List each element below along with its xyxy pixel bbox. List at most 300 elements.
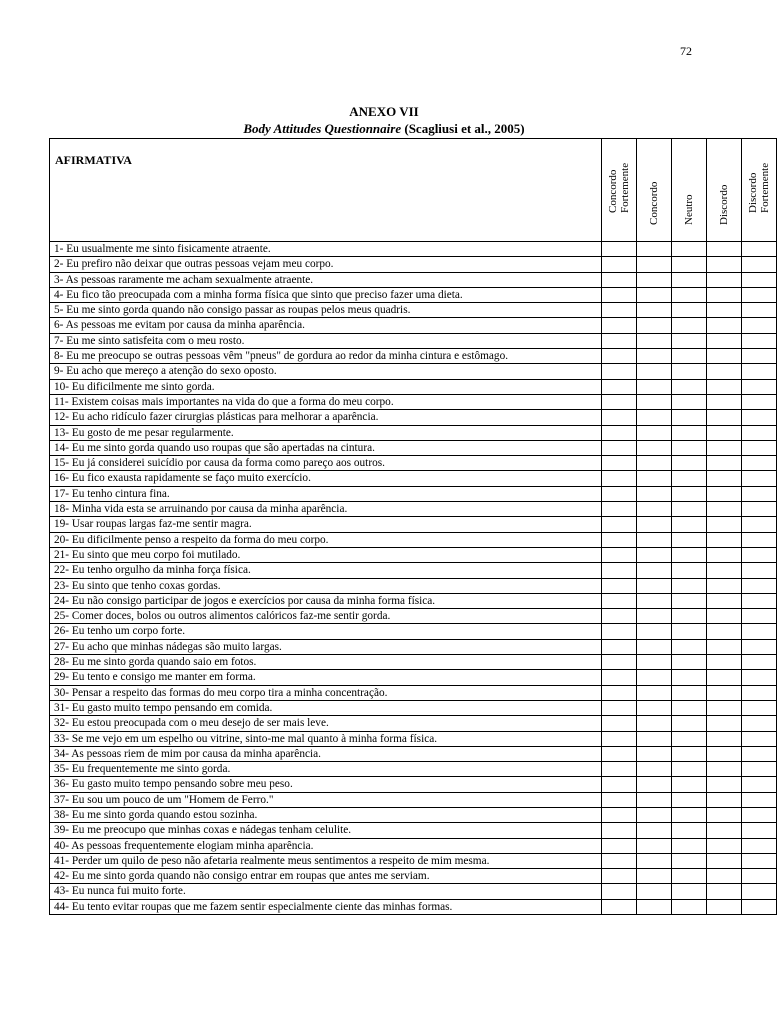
answer-cell-concordo[interactable] <box>637 318 672 333</box>
table-row <box>50 884 777 899</box>
answer-cell-concordo-fortemente[interactable] <box>602 394 637 409</box>
answer-cell-neutro[interactable] <box>672 869 707 884</box>
answer-cell-discordo-fortemente[interactable] <box>742 792 777 807</box>
table-row <box>50 364 777 379</box>
answer-cell-neutro[interactable] <box>672 807 707 822</box>
answer-cell-discordo-fortemente[interactable] <box>742 700 777 715</box>
table-row <box>50 272 777 287</box>
table-row <box>50 471 777 486</box>
answer-cell-discordo-fortemente[interactable] <box>742 593 777 608</box>
answer-cell-discordo-fortemente[interactable] <box>742 762 777 777</box>
answer-cell-concordo[interactable] <box>637 639 672 654</box>
statement-text: 25- Comer doces, bolos ou outros alimentos calóricos faz-me sentir gorda. <box>50 609 602 624</box>
answer-cell-discordo[interactable] <box>707 547 742 562</box>
answer-cell-discordo[interactable] <box>707 624 742 639</box>
answer-cell-concordo[interactable] <box>637 869 672 884</box>
answer-cell-concordo[interactable] <box>637 609 672 624</box>
answer-cell-concordo[interactable] <box>637 823 672 838</box>
answer-cell-discordo[interactable] <box>707 532 742 547</box>
statement-text: 41- Perder um quilo de peso não afetaria realmente meus sentimentos a respeito de mim mesma. <box>50 853 602 868</box>
answer-cell-neutro[interactable] <box>672 609 707 624</box>
statement-text: 6- As pessoas me evitam por causa da minha aparência. <box>50 318 602 333</box>
answer-cell-discordo-fortemente[interactable] <box>742 303 777 318</box>
answer-cell-discordo[interactable] <box>707 838 742 853</box>
table-row <box>50 609 777 624</box>
table-row <box>50 440 777 455</box>
answer-cell-concordo-fortemente[interactable] <box>602 517 637 532</box>
answer-cell-discordo-fortemente[interactable] <box>742 639 777 654</box>
answer-cell-concordo[interactable] <box>637 547 672 562</box>
answer-cell-neutro[interactable] <box>672 670 707 685</box>
answer-cell-concordo[interactable] <box>637 242 672 257</box>
answer-cell-concordo[interactable] <box>637 578 672 593</box>
questionnaire-citation: (Scagliusi et al., 2005) <box>401 121 525 136</box>
answer-cell-discordo-fortemente[interactable] <box>742 670 777 685</box>
answer-cell-concordo[interactable] <box>637 303 672 318</box>
table-row <box>50 823 777 838</box>
answer-cell-discordo[interactable] <box>707 884 742 899</box>
statement-text: 40- As pessoas frequentemente elogiam minha aparência. <box>50 838 602 853</box>
answer-cell-concordo[interactable] <box>637 425 672 440</box>
table-row <box>50 807 777 822</box>
answer-cell-concordo[interactable] <box>637 624 672 639</box>
answer-cell-neutro[interactable] <box>672 884 707 899</box>
answer-cell-discordo[interactable] <box>707 700 742 715</box>
answer-cell-neutro[interactable] <box>672 532 707 547</box>
table-row <box>50 624 777 639</box>
answer-cell-concordo[interactable] <box>637 655 672 670</box>
answer-cell-neutro[interactable] <box>672 303 707 318</box>
answer-cell-concordo[interactable] <box>637 333 672 348</box>
answer-cell-neutro[interactable] <box>672 731 707 746</box>
statement-text: 11- Existem coisas mais importantes na vida do que a forma do meu corpo. <box>50 394 602 409</box>
answer-cell-neutro[interactable] <box>672 792 707 807</box>
answer-cell-discordo[interactable] <box>707 609 742 624</box>
answer-cell-concordo[interactable] <box>637 394 672 409</box>
answer-cell-concordo-fortemente[interactable] <box>602 716 637 731</box>
answer-cell-neutro[interactable] <box>672 655 707 670</box>
answer-cell-discordo-fortemente[interactable] <box>742 869 777 884</box>
table-row <box>50 394 777 409</box>
answer-cell-discordo[interactable] <box>707 823 742 838</box>
statement-text: 18- Minha vida esta se arruinando por causa da minha aparência. <box>50 502 602 517</box>
table-row <box>50 502 777 517</box>
table-row <box>50 639 777 654</box>
answer-cell-neutro[interactable] <box>672 517 707 532</box>
answer-cell-concordo-fortemente[interactable] <box>602 884 637 899</box>
answer-cell-discordo-fortemente[interactable] <box>742 807 777 822</box>
table-row <box>50 731 777 746</box>
answer-cell-neutro[interactable] <box>672 394 707 409</box>
answer-cell-concordo-fortemente[interactable] <box>602 502 637 517</box>
answer-cell-discordo[interactable] <box>707 517 742 532</box>
answer-cell-discordo[interactable] <box>707 792 742 807</box>
answer-cell-concordo[interactable] <box>637 807 672 822</box>
answer-cell-concordo-fortemente[interactable] <box>602 578 637 593</box>
option-label-line2: Fortemente <box>619 162 631 213</box>
statement-text: 29- Eu tento e consigo me manter em forma. <box>50 670 602 685</box>
answer-cell-concordo-fortemente[interactable] <box>602 303 637 318</box>
questionnaire-name: Body Attitudes Questionnaire <box>243 121 402 136</box>
answer-cell-discordo-fortemente[interactable] <box>742 853 777 868</box>
statement-text: 21- Eu sinto que meu corpo foi mutilado. <box>50 547 602 562</box>
answer-cell-discordo[interactable] <box>707 333 742 348</box>
table-row <box>50 853 777 868</box>
answer-cell-discordo-fortemente[interactable] <box>742 257 777 272</box>
answer-cell-discordo-fortemente[interactable] <box>742 532 777 547</box>
answer-cell-discordo[interactable] <box>707 593 742 608</box>
statement-text: 20- Eu dificilmente penso a respeito da forma do meu corpo. <box>50 532 602 547</box>
statement-text: 22- Eu tenho orgulho da minha força física. <box>50 563 602 578</box>
table-row <box>50 349 777 364</box>
statement-text: 36- Eu gasto muito tempo pensando sobre meu peso. <box>50 777 602 792</box>
answer-cell-discordo-fortemente[interactable] <box>742 486 777 501</box>
answer-cell-neutro[interactable] <box>672 899 707 914</box>
statement-text: 16- Eu fico exausta rapidamente se faço muito exercício. <box>50 471 602 486</box>
answer-cell-concordo[interactable] <box>637 257 672 272</box>
answer-cell-concordo-fortemente[interactable] <box>602 593 637 608</box>
answer-cell-concordo-fortemente[interactable] <box>602 731 637 746</box>
answer-cell-concordo-fortemente[interactable] <box>602 364 637 379</box>
answer-cell-discordo[interactable] <box>707 716 742 731</box>
answer-cell-concordo[interactable] <box>637 349 672 364</box>
answer-cell-concordo-fortemente[interactable] <box>602 257 637 272</box>
answer-cell-discordo[interactable] <box>707 303 742 318</box>
answer-cell-concordo-fortemente[interactable] <box>602 440 637 455</box>
table-header-row <box>50 139 777 242</box>
answer-cell-concordo-fortemente[interactable] <box>602 807 637 822</box>
answer-cell-discordo-fortemente[interactable] <box>742 394 777 409</box>
statement-text: 31- Eu gasto muito tempo pensando em comida. <box>50 700 602 715</box>
answer-cell-discordo-fortemente[interactable] <box>742 777 777 792</box>
answer-cell-discordo[interactable] <box>707 318 742 333</box>
answer-cell-concordo-fortemente[interactable] <box>602 547 637 562</box>
answer-cell-neutro[interactable] <box>672 700 707 715</box>
answer-cell-concordo-fortemente[interactable] <box>602 425 637 440</box>
answer-cell-discordo[interactable] <box>707 746 742 761</box>
answer-cell-neutro[interactable] <box>672 838 707 853</box>
answer-cell-neutro[interactable] <box>672 318 707 333</box>
answer-cell-concordo[interactable] <box>637 532 672 547</box>
answer-cell-concordo-fortemente[interactable] <box>602 486 637 501</box>
answer-cell-concordo[interactable] <box>637 593 672 608</box>
statement-text: 37- Eu sou um pouco de um "Homem de Ferro." <box>50 792 602 807</box>
answer-cell-concordo-fortemente[interactable] <box>602 762 637 777</box>
option-label-line1: Discordo <box>718 184 730 225</box>
statement-text: 33- Se me vejo em um espelho ou vitrine, sinto-me mal quanto à minha forma física. <box>50 731 602 746</box>
statement-text: 35- Eu frequentemente me sinto gorda. <box>50 762 602 777</box>
answer-cell-discordo[interactable] <box>707 777 742 792</box>
answer-cell-neutro[interactable] <box>672 547 707 562</box>
answer-cell-discordo-fortemente[interactable] <box>742 731 777 746</box>
questionnaire-table <box>49 138 777 915</box>
answer-cell-neutro[interactable] <box>672 333 707 348</box>
answer-cell-discordo[interactable] <box>707 410 742 425</box>
table-row <box>50 762 777 777</box>
answer-cell-neutro[interactable] <box>672 563 707 578</box>
answer-cell-discordo[interactable] <box>707 670 742 685</box>
answer-cell-neutro[interactable] <box>672 272 707 287</box>
answer-cell-neutro[interactable] <box>672 257 707 272</box>
table-row <box>50 593 777 608</box>
answer-cell-discordo[interactable] <box>707 578 742 593</box>
answer-cell-concordo[interactable] <box>637 440 672 455</box>
answer-cell-neutro[interactable] <box>672 746 707 761</box>
answer-cell-neutro[interactable] <box>672 379 707 394</box>
answer-cell-concordo-fortemente[interactable] <box>602 456 637 471</box>
statement-text: 30- Pensar a respeito das formas do meu corpo tira a minha concentração. <box>50 685 602 700</box>
option-label-line1: Concordo <box>648 181 660 225</box>
answer-cell-discordo-fortemente[interactable] <box>742 655 777 670</box>
table-row <box>50 746 777 761</box>
answer-cell-discordo-fortemente[interactable] <box>742 471 777 486</box>
table-row <box>50 287 777 302</box>
answer-cell-discordo-fortemente[interactable] <box>742 456 777 471</box>
answer-cell-discordo[interactable] <box>707 486 742 501</box>
answer-cell-concordo-fortemente[interactable] <box>602 272 637 287</box>
answer-cell-discordo-fortemente[interactable] <box>742 823 777 838</box>
table-row <box>50 532 777 547</box>
answer-cell-concordo-fortemente[interactable] <box>602 379 637 394</box>
answer-cell-neutro[interactable] <box>672 486 707 501</box>
answer-cell-concordo-fortemente[interactable] <box>602 349 637 364</box>
answer-cell-discordo[interactable] <box>707 655 742 670</box>
answer-cell-concordo-fortemente[interactable] <box>602 823 637 838</box>
answer-cell-concordo[interactable] <box>637 670 672 685</box>
answer-cell-discordo[interactable] <box>707 471 742 486</box>
answer-cell-discordo-fortemente[interactable] <box>742 440 777 455</box>
answer-cell-discordo-fortemente[interactable] <box>742 425 777 440</box>
answer-cell-concordo[interactable] <box>637 364 672 379</box>
answer-cell-discordo[interactable] <box>707 287 742 302</box>
answer-cell-concordo-fortemente[interactable] <box>602 242 637 257</box>
answer-cell-neutro[interactable] <box>672 471 707 486</box>
statement-text: 8- Eu me preocupo se outras pessoas vêm "pneus" de gordura ao redor da minha cintura e estômago. <box>50 349 602 364</box>
answer-cell-discordo[interactable] <box>707 502 742 517</box>
answer-cell-discordo-fortemente[interactable] <box>742 318 777 333</box>
answer-cell-concordo-fortemente[interactable] <box>602 670 637 685</box>
answer-cell-discordo-fortemente[interactable] <box>742 899 777 914</box>
option-header-concordo-fortemente <box>602 139 637 242</box>
table-row <box>50 869 777 884</box>
statement-text: 3- As pessoas raramente me acham sexualmente atraente. <box>50 272 602 287</box>
answer-cell-neutro[interactable] <box>672 823 707 838</box>
table-row <box>50 379 777 394</box>
answer-cell-concordo[interactable] <box>637 838 672 853</box>
answer-cell-concordo[interactable] <box>637 700 672 715</box>
answer-cell-neutro[interactable] <box>672 624 707 639</box>
answer-cell-concordo-fortemente[interactable] <box>602 639 637 654</box>
answer-cell-concordo[interactable] <box>637 563 672 578</box>
answer-cell-neutro[interactable] <box>672 502 707 517</box>
answer-cell-neutro[interactable] <box>672 440 707 455</box>
answer-cell-concordo[interactable] <box>637 792 672 807</box>
answer-cell-discordo[interactable] <box>707 394 742 409</box>
answer-cell-discordo[interactable] <box>707 807 742 822</box>
answer-cell-discordo-fortemente[interactable] <box>742 349 777 364</box>
answer-cell-discordo-fortemente[interactable] <box>742 517 777 532</box>
answer-cell-neutro[interactable] <box>672 716 707 731</box>
answer-cell-discordo[interactable] <box>707 425 742 440</box>
answer-cell-concordo-fortemente[interactable] <box>602 410 637 425</box>
answer-cell-concordo[interactable] <box>637 502 672 517</box>
answer-cell-concordo-fortemente[interactable] <box>602 624 637 639</box>
answer-cell-concordo-fortemente[interactable] <box>602 563 637 578</box>
answer-cell-concordo[interactable] <box>637 716 672 731</box>
answer-cell-discordo-fortemente[interactable] <box>742 379 777 394</box>
answer-cell-concordo-fortemente[interactable] <box>602 777 637 792</box>
answer-cell-neutro[interactable] <box>672 364 707 379</box>
answer-cell-discordo-fortemente[interactable] <box>742 502 777 517</box>
answer-cell-discordo[interactable] <box>707 685 742 700</box>
answer-cell-discordo-fortemente[interactable] <box>742 884 777 899</box>
answer-cell-concordo-fortemente[interactable] <box>602 792 637 807</box>
answer-cell-concordo[interactable] <box>637 272 672 287</box>
answer-cell-discordo[interactable] <box>707 563 742 578</box>
answer-cell-concordo-fortemente[interactable] <box>602 853 637 868</box>
answer-cell-discordo[interactable] <box>707 272 742 287</box>
answer-cell-discordo[interactable] <box>707 379 742 394</box>
answer-cell-discordo[interactable] <box>707 731 742 746</box>
statement-text: 13- Eu gosto de me pesar regularmente. <box>50 425 602 440</box>
answer-cell-concordo[interactable] <box>637 471 672 486</box>
answer-cell-concordo-fortemente[interactable] <box>602 532 637 547</box>
table-row <box>50 318 777 333</box>
answer-cell-concordo-fortemente[interactable] <box>602 838 637 853</box>
option-header-concordo <box>637 139 672 242</box>
answer-cell-concordo[interactable] <box>637 685 672 700</box>
answer-cell-discordo-fortemente[interactable] <box>742 609 777 624</box>
answer-cell-discordo-fortemente[interactable] <box>742 578 777 593</box>
answer-cell-discordo[interactable] <box>707 242 742 257</box>
option-header-discordo <box>707 139 742 242</box>
answer-cell-concordo[interactable] <box>637 746 672 761</box>
option-label-line1: Neutro <box>683 194 695 225</box>
answer-cell-discordo-fortemente[interactable] <box>742 685 777 700</box>
answer-cell-concordo[interactable] <box>637 486 672 501</box>
answer-cell-concordo-fortemente[interactable] <box>602 869 637 884</box>
answer-cell-neutro[interactable] <box>672 593 707 608</box>
statement-text: 12- Eu acho ridículo fazer cirurgias plásticas para melhorar a aparência. <box>50 410 602 425</box>
answer-cell-concordo[interactable] <box>637 379 672 394</box>
statement-text: 44- Eu tento evitar roupas que me fazem sentir especialmente ciente das minhas formas. <box>50 899 602 914</box>
answer-cell-concordo-fortemente[interactable] <box>602 899 637 914</box>
answer-cell-concordo-fortemente[interactable] <box>602 609 637 624</box>
answer-cell-concordo[interactable] <box>637 456 672 471</box>
option-label-line1: Concordo <box>607 169 619 213</box>
answer-cell-discordo-fortemente[interactable] <box>742 716 777 731</box>
answer-cell-discordo[interactable] <box>707 869 742 884</box>
table-row <box>50 333 777 348</box>
answer-cell-neutro[interactable] <box>672 685 707 700</box>
answer-cell-discordo-fortemente[interactable] <box>742 563 777 578</box>
answer-cell-discordo-fortemente[interactable] <box>742 547 777 562</box>
table-row <box>50 670 777 685</box>
option-header-discordo-fortemente <box>742 139 777 242</box>
answer-cell-discordo[interactable] <box>707 762 742 777</box>
table-row <box>50 655 777 670</box>
table-row <box>50 700 777 715</box>
page-number: 72 <box>680 44 692 58</box>
statement-text: 9- Eu acho que mereço a atenção do sexo oposto. <box>50 364 602 379</box>
table-row <box>50 303 777 318</box>
table-row <box>50 792 777 807</box>
answer-cell-neutro[interactable] <box>672 578 707 593</box>
answer-cell-discordo[interactable] <box>707 899 742 914</box>
answer-cell-discordo-fortemente[interactable] <box>742 364 777 379</box>
option-label-line1: Discordo <box>747 172 759 213</box>
answer-cell-discordo[interactable] <box>707 639 742 654</box>
statement-text: 38- Eu me sinto gorda quando estou sozinha. <box>50 807 602 822</box>
answer-cell-discordo-fortemente[interactable] <box>742 272 777 287</box>
answer-cell-discordo[interactable] <box>707 853 742 868</box>
answer-cell-concordo-fortemente[interactable] <box>602 700 637 715</box>
answer-cell-neutro[interactable] <box>672 762 707 777</box>
answer-cell-concordo-fortemente[interactable] <box>602 746 637 761</box>
answer-cell-discordo-fortemente[interactable] <box>742 410 777 425</box>
answer-cell-discordo-fortemente[interactable] <box>742 746 777 761</box>
statements-body <box>50 242 777 915</box>
statement-text: 24- Eu não consigo participar de jogos e exercícios por causa da minha forma física. <box>50 593 602 608</box>
answer-cell-discordo[interactable] <box>707 440 742 455</box>
answer-cell-concordo[interactable] <box>637 287 672 302</box>
answer-cell-discordo-fortemente[interactable] <box>742 333 777 348</box>
answer-cell-concordo[interactable] <box>637 853 672 868</box>
statement-column-header: AFIRMATIVA <box>50 139 602 242</box>
statement-text: 43- Eu nunca fui muito forte. <box>50 884 602 899</box>
answer-cell-discordo[interactable] <box>707 364 742 379</box>
answer-cell-concordo[interactable] <box>637 777 672 792</box>
answer-cell-concordo[interactable] <box>637 517 672 532</box>
statement-text: 10- Eu dificilmente me sinto gorda. <box>50 379 602 394</box>
answer-cell-concordo[interactable] <box>637 731 672 746</box>
answer-cell-discordo[interactable] <box>707 257 742 272</box>
answer-cell-concordo-fortemente[interactable] <box>602 685 637 700</box>
answer-cell-neutro[interactable] <box>672 349 707 364</box>
answer-cell-neutro[interactable] <box>672 242 707 257</box>
answer-cell-concordo[interactable] <box>637 762 672 777</box>
statement-text: 39- Eu me preocupo que minhas coxas e nádegas tenham celulite. <box>50 823 602 838</box>
answer-cell-concordo-fortemente[interactable] <box>602 471 637 486</box>
answer-cell-concordo[interactable] <box>637 410 672 425</box>
answer-cell-neutro[interactable] <box>672 777 707 792</box>
statement-text: 14- Eu me sinto gorda quando uso roupas que são apertadas na cintura. <box>50 440 602 455</box>
answer-cell-concordo[interactable] <box>637 899 672 914</box>
table-row <box>50 425 777 440</box>
answer-cell-discordo-fortemente[interactable] <box>742 287 777 302</box>
table-row <box>50 410 777 425</box>
answer-cell-neutro[interactable] <box>672 456 707 471</box>
answer-cell-discordo[interactable] <box>707 349 742 364</box>
answer-cell-neutro[interactable] <box>672 287 707 302</box>
answer-cell-concordo-fortemente[interactable] <box>602 655 637 670</box>
answer-cell-neutro[interactable] <box>672 853 707 868</box>
answer-cell-discordo-fortemente[interactable] <box>742 624 777 639</box>
answer-cell-concordo[interactable] <box>637 884 672 899</box>
answer-cell-discordo-fortemente[interactable] <box>742 838 777 853</box>
answer-cell-discordo-fortemente[interactable] <box>742 242 777 257</box>
table-row <box>50 547 777 562</box>
answer-cell-neutro[interactable] <box>672 639 707 654</box>
answer-cell-concordo-fortemente[interactable] <box>602 333 637 348</box>
statement-text: 2- Eu prefiro não deixar que outras pessoas vejam meu corpo. <box>50 257 602 272</box>
answer-cell-neutro[interactable] <box>672 425 707 440</box>
answer-cell-concordo-fortemente[interactable] <box>602 318 637 333</box>
answer-cell-concordo-fortemente[interactable] <box>602 287 637 302</box>
option-header-neutro <box>672 139 707 242</box>
answer-cell-neutro[interactable] <box>672 410 707 425</box>
answer-cell-discordo[interactable] <box>707 456 742 471</box>
